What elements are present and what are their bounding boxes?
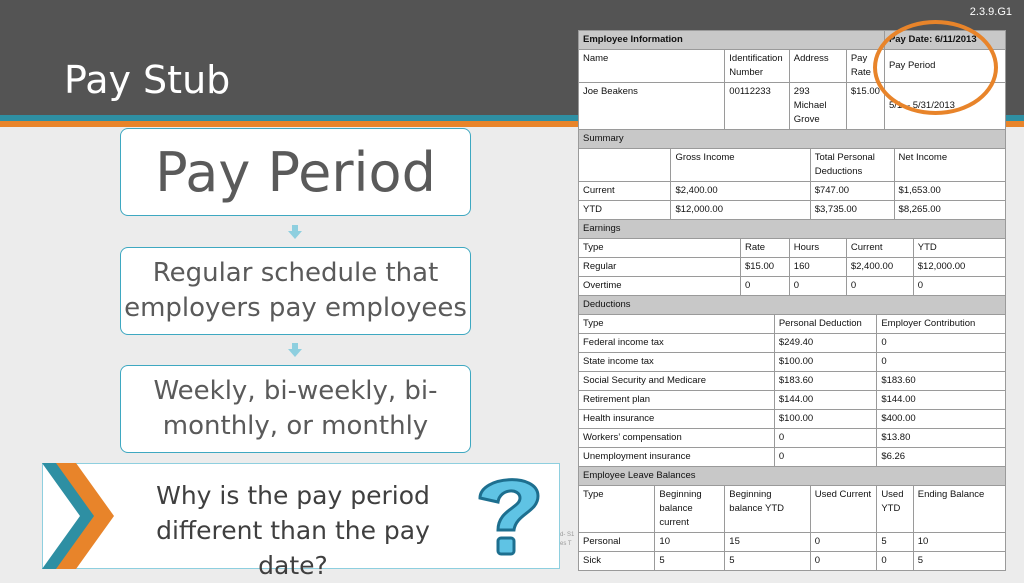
employee-info-header: Employee Information [579,31,885,50]
section-header: Earnings [579,220,1006,239]
table-row: Workers’ compensation 0 $13.80 [579,429,1006,448]
table-row: Social Security and Medicare $183.60 $183.60 [579,372,1006,391]
employee-pay-rate: $15.00 [846,83,884,130]
label-name: Name [579,50,725,83]
label-pay-period: Pay Period [884,50,1005,83]
question-text: Why is the pay period different than the pay date? [156,481,430,580]
section-header: Summary [579,130,1006,149]
down-arrow-icon [288,343,302,357]
table-row: Unemployment insurance 0 $6.26 [579,448,1006,467]
slide-code: 2.3.9.G1 [969,6,1012,18]
table-row: Sick 5 5 0 0 5 [579,552,1006,571]
label-pay-rate: Pay Rate [846,50,884,83]
question-mark-icon [470,468,548,564]
table-row: YTD $12,000.00 $3,735.00 $8,265.00 [579,201,1006,220]
flow-text: Weekly, bi-weekly, bi-monthly, or monthly [153,376,438,441]
section-header: Employee Leave Balances [579,467,1006,486]
faint-text: d- S1 es T [560,532,575,547]
slide-title: Pay Stub [64,58,231,102]
highlight-circle [873,20,998,115]
table-row: Health insurance $100.00 $400.00 [579,410,1006,429]
employee-id: 00112233 [725,83,790,130]
flow-box-pay-period [120,128,471,216]
employee-name: Joe Beakens [579,83,725,130]
flow-box-definition [120,247,471,335]
label-address: Address [789,50,846,83]
table-row: Type Personal Deduction Employer Contribution [579,315,1006,334]
employee-pay-period: 5/1 – 5/31/2013 [884,83,1005,130]
flow-text: Regular schedule that employers pay employees [124,258,467,323]
section-header: Deductions [579,296,1006,315]
table-row: Gross Income Total Personal Deductions Net Income [579,149,1006,182]
flow-text: Pay Period [155,140,436,204]
table-row: Type Beginning balance current Beginning balance YTD Used Current Used YTD Ending Balance [579,486,1006,533]
pay-date: Pay Date: 6/11/2013 [884,31,1005,50]
table-row: Overtime 0 0 0 0 [579,277,1006,296]
table-row: Type Rate Hours Current YTD [579,239,1006,258]
down-arrow-icon [288,225,302,239]
table-row: Personal 10 15 0 5 10 [579,533,1006,552]
flow-box-frequency [120,365,471,453]
table-row: State income tax $100.00 0 [579,353,1006,372]
chevron-icon [42,463,117,569]
label-id: Identification Number [725,50,790,83]
employee-address: 293 Michael Grove [789,83,846,130]
table-row: Current $2,400.00 $747.00 $1,653.00 [579,182,1006,201]
table-row: Retirement plan $144.00 $144.00 [579,391,1006,410]
table-row: Federal income tax $249.40 0 [579,334,1006,353]
table-row: Regular $15.00 160 $2,400.00 $12,000.00 [579,258,1006,277]
